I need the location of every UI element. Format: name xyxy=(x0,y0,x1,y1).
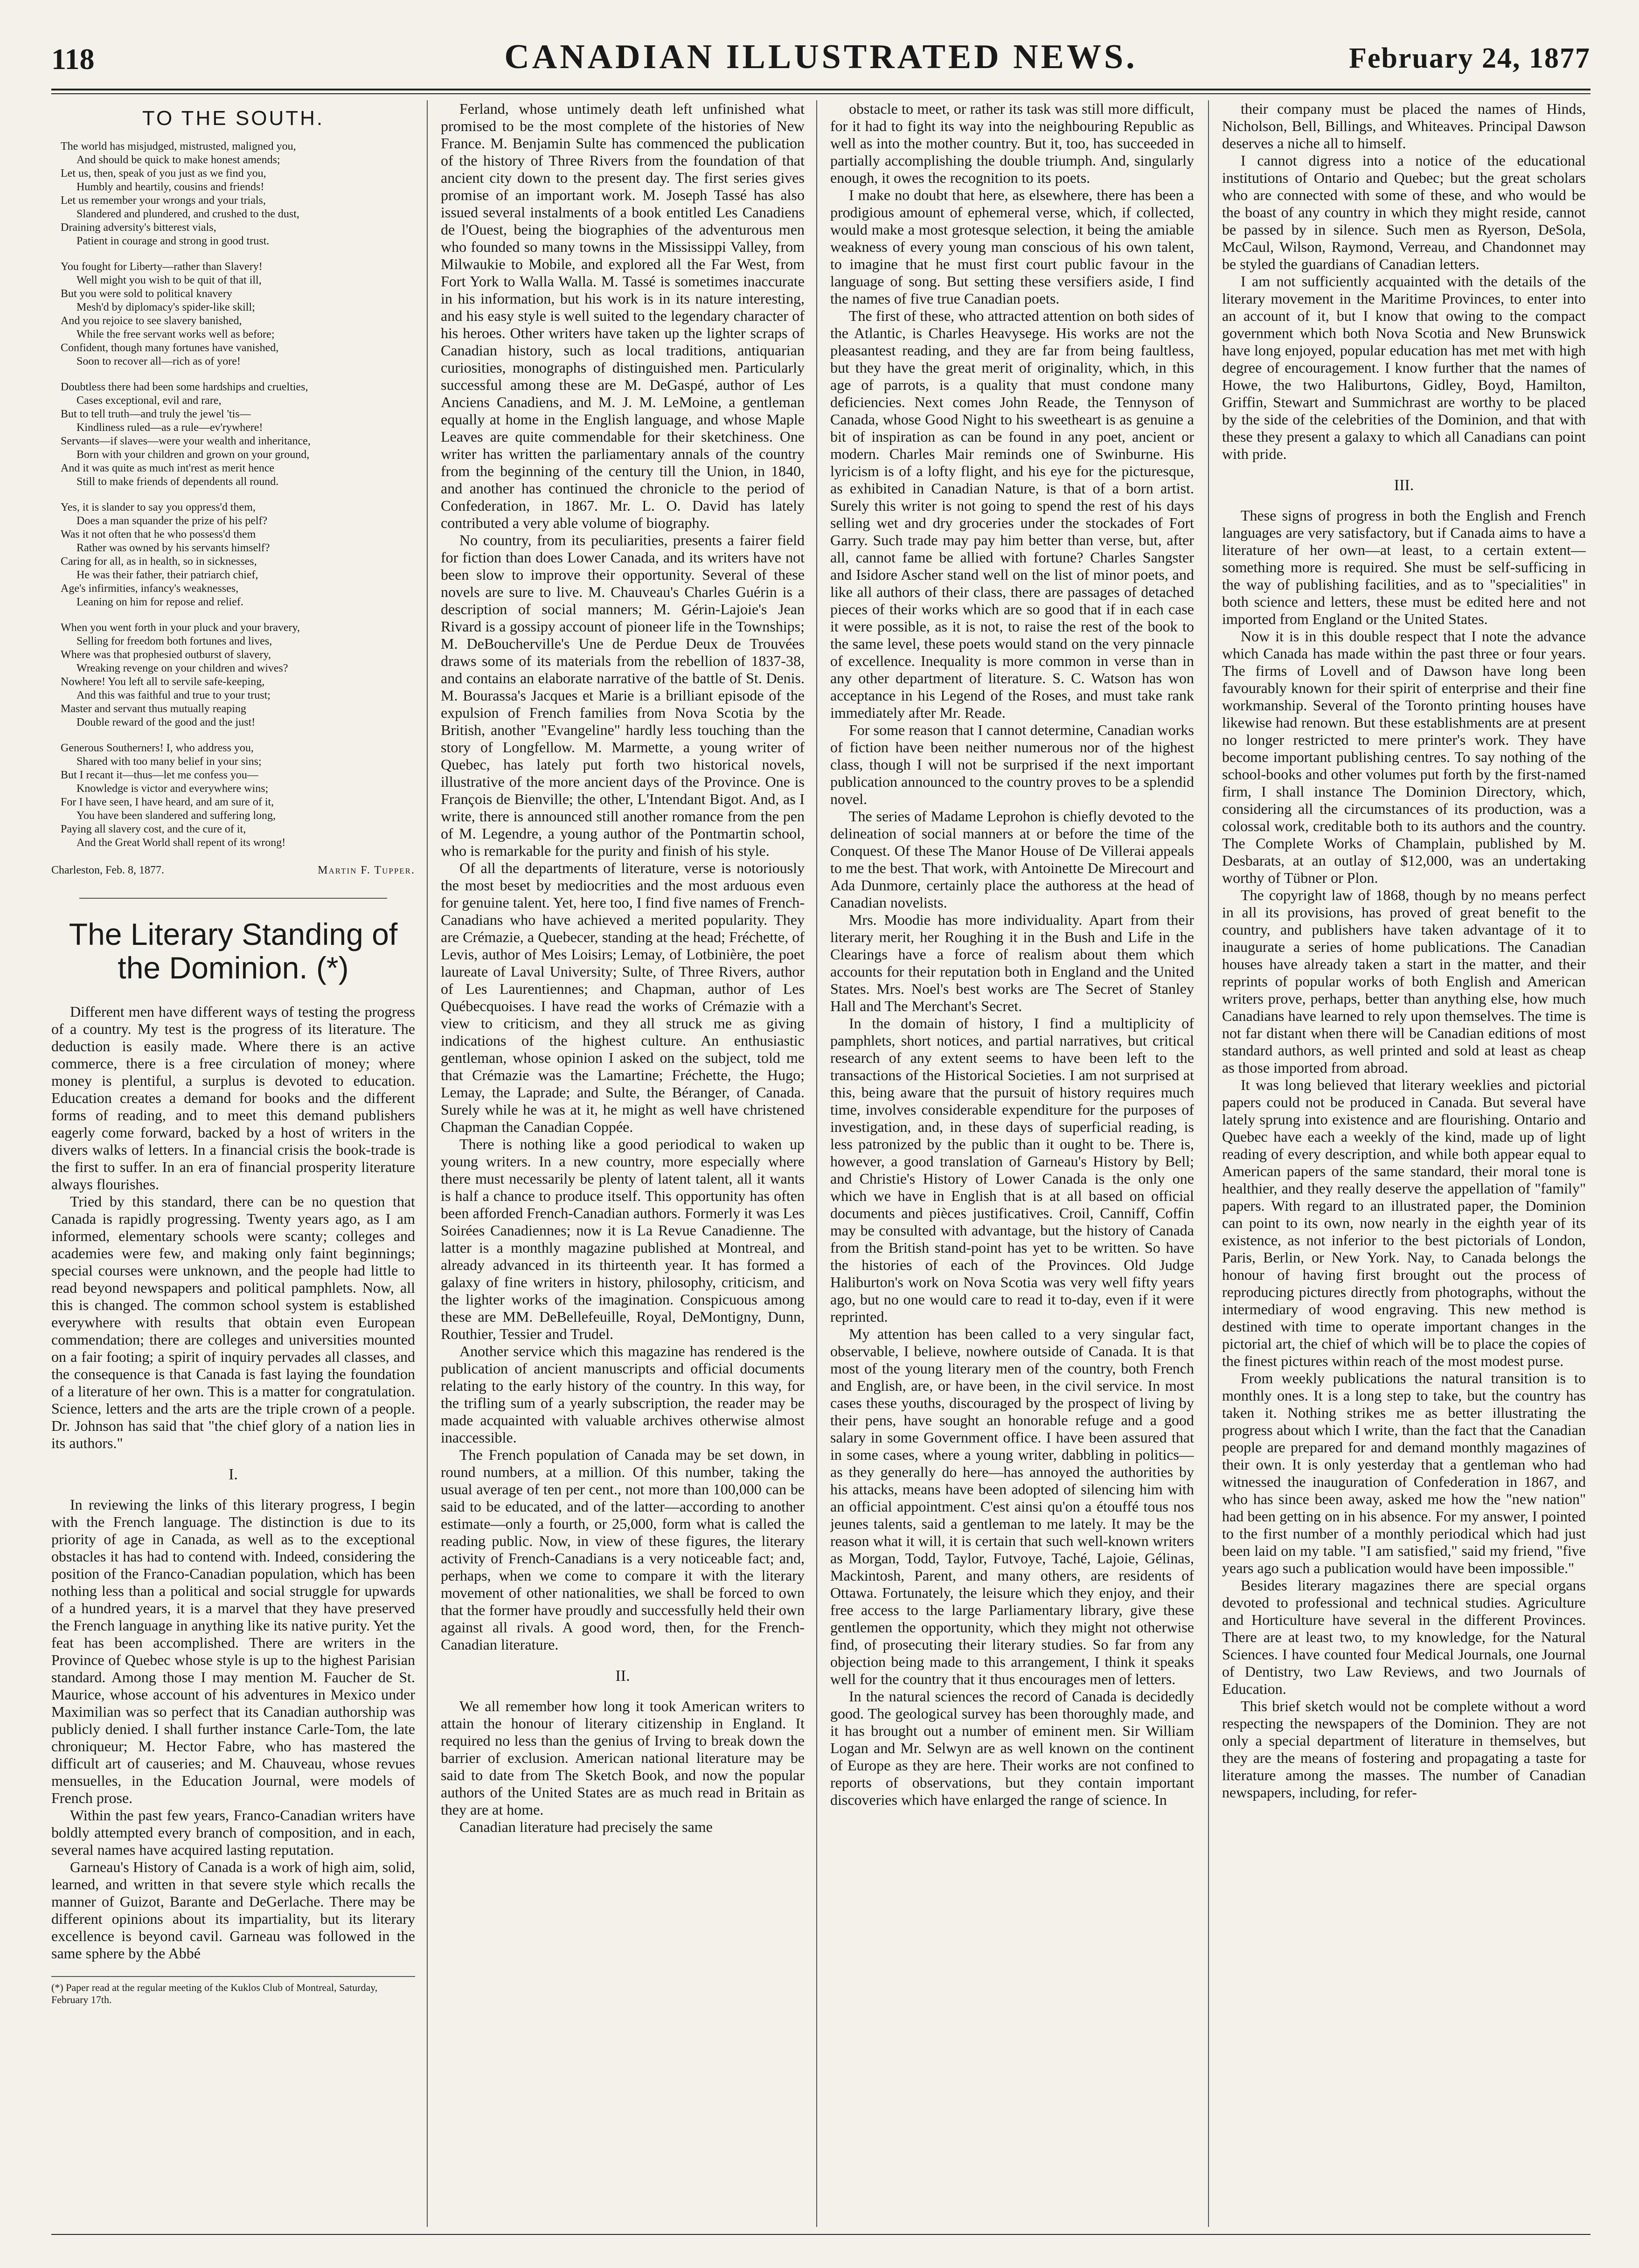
paragraph: Of all the departments of literature, verse is notoriously the most beset by mediocrities and the most arduous even for genuine talent. Yet, here too, I find five names of French-Canadians who have achieved a merited popularity. They are Crémazie, a Quebecer, standing at the head; Fréchette, of Levis, author of Mes Loisirs; Lemay, of Lotbinière, the poet laureate of Laval University; Sulte, of Three Rivers, author of Les Laurentiennes; and Chapman, author of Les Québecquoises. I have read the works of Crémazie with a view to criticism, and they all struck me as giving indications of the highest culture. An enthusiastic gentleman, whose opinion I asked on the subject, told me that Crémazie was the Lamartine; Fréchette, the Hugo; Lemay, the Laprade; and Sulte, the Béranger, of Canada. Surely while he was at it, he might as well have christened Chapman the Canadian Coppée. xyxy=(441,860,805,1135)
poem-line: Knowledge is victor and everywhere wins; xyxy=(76,783,269,795)
poem-line: And should be quick to make honest amends; xyxy=(76,154,280,166)
page-header xyxy=(51,37,1590,89)
footnote: (*) Paper read at the regular meeting of the Kuklos Club of Montreal, Saturday, February 17th. xyxy=(51,1976,415,2006)
poem-line: The world has misjudged, mistrusted, maligned you, xyxy=(61,140,296,153)
header-rule-thin xyxy=(51,93,1590,94)
paragraph: No country, from its peculiarities, presents a fairer field for fiction than does Lower Canada, and its writers have not been slow to improve their opportunity. Several of these novels are sure to live. M. Chauveau's Charles Guérin is a description of social manners; M. Gérin-Lajoie's Jean Rivard is a gossipy account of pioneer life in the Townships; M. DeBoucherville's Une de Perdue Deux de Trouvées draws some of its materials from the rebellion of 1837-38, and contains an elaborate narrative of the battle of St. Denis. M. Bourassa's Jacques et Marie is a brilliant episode of the expulsion of French families from Nova Scotia by the British, another "Evangeline" hardly less touching than the story of Longfellow. M. Marmette, a young writer of Quebec, has lately put forth two historical novels, illustrative of the more ancient days of the Province. One is François de Bienville; the other, L'Intendant Bigot. And, as I write, there is announced still another romance from the pen of M. Legendre, a young author of the Pontmartin school, who is remarkable for the purity and finish of his style. xyxy=(441,532,805,859)
column-divider xyxy=(427,100,428,2227)
paragraph: My attention has been called to a very singular fact, observable, I believe, nowhere outside of Canada. It is that most of the young literary men of the country, both French and English, are, or have been, in the civil service. In most cases these youths, discouraged by the prospect of living by their pens, have sought an honorable refuge and a good salary in some Government office. I have been assured that in some cases, where a young writer, dabbling in politics—as they generally do here—has annoyed the authorities by his attacks, means have been adopted of silencing him with an official appointment. C'est ainsi qu'on a étouffé tous nos jeunes talents, said a gentleman to me lately. It may be the reason what it will, it is certain that such well-known writers as Morgan, Todd, Taylor, Futvoye, Taché, Lajoie, Gélinas, Mackintosh, Parent, and many others, are residents of Ottawa. Fortunately, the leisure which they enjoy, and their free access to the large Parliamentary library, give these gentlemen the opportunity, which they might not otherwise find, of prosecuting their literary studies. So far from any objection being made to this arrangement, I think it speaks well for the country that it thus encourages men of letters. xyxy=(830,1325,1194,1687)
paragraph: Garneau's History of Canada is a work of high aim, solid, learned, and written in that severe style which recalls the manner of Guizot, Barante and DeGerlache. There may be different opinions about its impartiality, but its literary excellence is beyond cavil. Garneau was followed in the same sphere by the Abbé xyxy=(51,1859,415,1962)
paragraph: Canadian literature had precisely the same xyxy=(459,1818,713,1835)
section-heading-3: III. xyxy=(1394,477,1414,494)
paragraph: Mrs. Moodie has more individuality. Apart from their literary merit, her Roughing it in the Bush and Life in the Clearings have a force of realism about them which accounts for their reputation both in England and the United States. Mrs. Noel's best works are The Secret of Stanley Hall and The Merchant's Secret. xyxy=(830,911,1194,1014)
masthead: CANADIAN ILLUSTRATED NEWS. xyxy=(504,38,1138,76)
paragraph: In the natural sciences the record of Canada is decidedly good. The geological survey has been thoroughly made, and it has brought out a number of eminent men. Sir William Logan and Mr. Selwyn are as well known on the continent of Europe as they are here. Their works are not confined to reports of observations, but they contain important discoveries which have enlarged the range of science. In xyxy=(830,1688,1194,1808)
paragraph: There is nothing like a good periodical to waken up young writers. In a new country, more especially where there must necessarily be plenty of latent talent, all it wants is half a chance to produce itself. This opportunity has often been afforded French-Canadian authors. Formerly it was Les Soirées Canadiennes; now it is La Revue Canadienne. The latter is a monthly magazine published at Montreal, and already advanced in its thirteenth year. It has formed a galaxy of fine writers in history, philosophy, criticism, and the lighter works of the imagination. Conspicuous among these are MM. DeBellefeuille, Royal, DeMontigny, Dunn, Routhier, Tessier and Trudel. xyxy=(441,1136,805,1342)
paragraph: I cannot digress into a notice of the educational institutions of Ontario and Quebec; but the great scholars who are connected with some of these, and who would be the boast of any country in which they might reside, cannot be passed by in silence. Such men as Ryerson, DeSola, McCaul, Wilson, Raymond, Verreau, and Chandonnet may be styled the guardians of Canadian letters. xyxy=(1222,152,1586,272)
poem-line: Born with your children and grown on your ground, xyxy=(76,449,310,461)
column-3 xyxy=(830,100,1194,2227)
poem-line: Draining adversity's bitterest vials, xyxy=(61,222,216,234)
poem-line: Selling for freedom both fortunes and lives, xyxy=(76,635,272,647)
paragraph: Besides literary magazines there are special organs devoted to professional and technical studies. Agriculture and Horticulture have several in the different Provinces. There are at least two, to my knowledge, for the Natural Sciences. I have counted four Medical Journals, one Journal of Dentistry, two Law Reviews, and two Journals of Education. xyxy=(1222,1577,1586,1697)
article-intro xyxy=(51,1003,415,1452)
column-divider xyxy=(1208,100,1209,2227)
paragraph: In the domain of history, I find a multiplicity of pamphlets, short notices, and partial narratives, but critical research of any extent seems to have been left to the transactions of the Historical Societies. I am not surprised at this, being aware that the pursuit of history requires much time, involves considerable expenditure for the purposes of investigation, and, in these days of superficial reading, is less patronized by the public than it ought to be. There is, however, a good translation of Garneau's History by Bell; and Christie's History of Lower Canada is the only one which we have in English that is at all based on official documents and pièces justificatives. Croil, Canniff, Coffin may be consulted with advantage, but the history of Canada from the British stand-point has yet to be written. So have the histories of each of the Provinces. Old Judge Haliburton's work on Nova Scotia was very well fifty years ago, but no one would care to read it to-day, even if it were reprinted. xyxy=(830,1015,1194,1325)
poem-line: Servants—if slaves—were your wealth and inheritance, xyxy=(61,435,311,447)
poem-line: Rather was owned by his servants himself? xyxy=(76,542,270,554)
poem-line: When you went forth in your pluck and your bravery, xyxy=(61,622,300,634)
article-column-4 xyxy=(1222,100,1586,463)
paragraph: The French population of Canada may be set down, in round numbers, at a million. Of this number, taking the usual average of ten per cent., not more than 100,000 can be said to be educated, and of the latter—according to another estimate—only a fourth, or 25,000, form what is called the reading public. Now, in view of these figures, the literary activity of French-Canadians is a very noticeable fact; and, perhaps, when we come to compare it with the literary movement of other nationalities, we shall be forced to own that the former have proudly and successfully held their own against all rivals. A good word, then, for the French-Canadian literature. xyxy=(441,1446,805,1653)
poem-line: For I have seen, I have heard, and am sure of it, xyxy=(61,796,274,808)
paragraph: These signs of progress in both the English and French languages are very satisfactory, but if Canada aims to have a literature of her own—at least, to a certain extent—something more is required. She must be self-sufficing in the way of publishing facilities, and as to "specialities" in both science and letters, these must be edited here and not imported from England or the United States. xyxy=(1222,507,1586,627)
poem-stanza xyxy=(61,621,415,729)
poem-line: But to tell truth—and truly the jewel 'tis— xyxy=(61,408,251,420)
poem-line: Leaning on him for repose and relief. xyxy=(76,596,243,608)
poem-line: Double reward of the good and the just! xyxy=(76,716,256,728)
poem-line: But you were sold to political knavery xyxy=(61,288,232,300)
poem-stanza xyxy=(61,140,415,248)
paragraph: This brief sketch would not be complete without a word respecting the newspapers of the Dominion. They are not only a special department of literature in themselves, but they are the means of fostering and propagating a taste for literature among the masses. The number of Canadian newspapers, including, for refer- xyxy=(1222,1698,1586,1801)
paragraph: Tried by this standard, there can be no question that Canada is rapidly progressing. Twenty years ago, as I am informed, elementary schools were scanty; colleges and academies were few, and making only faint beginnings; special courses were unknown, and the people had little to read beyond newspapers and political pamphlets. Now, all this is changed. The common school system is established everywhere with results that obtain even European commendation; there are colleges and universities mounted on a fair footing; a spirit of inquiry pervades all classes, and the consequence is that Canada is fast laying the foundation of a literature of her own. This is a matter for congratulation. Science, letters and the arts are the triple crown of a people. Dr. Johnson has said that "the chief glory of a nation lies in its authors." xyxy=(51,1193,415,1451)
section-heading-2: II. xyxy=(615,1667,630,1685)
poem-line: Yes, it is slander to say you oppress'd them, xyxy=(61,501,256,513)
article-title: The Literary Standing of the Dominion. (*) xyxy=(69,917,398,985)
poem-line: Caring for all, as in health, so in sicknesses, xyxy=(61,555,257,568)
poem-line: While the free servant works well as before; xyxy=(76,328,275,340)
poem-line: Let us, then, speak of you just as we find you, xyxy=(61,167,266,180)
paragraph: It was long believed that literary weeklies and pictorial papers could not be produced in Canada. But several have lately sprung into existence and are flourishing. Ontario and Quebec have each a weekly of the kind, made up of light reading of every description, and while both appear equal to American papers of the same standard, their moral tone is healthier, and they really deserve the appellation of "family" papers. With regard to an illustrated paper, the Dominion can point to its own, now nearly in the eighth year of its existence, as not inferior to the best pictorials of London, Paris, Berlin, or New York. Nay, to Canada belongs the honour of having first brought out the process of reproducing pictures directly from photographs, without the intermediary of wood engraving. This new method is destined with time to operate important changes in the pictorial art, the chief of which will be to place the copies of the finest pictures within reach of the most modest purse. xyxy=(1222,1076,1586,1369)
poem-line: And the Great World shall repent of its wrong! xyxy=(76,837,286,849)
paragraph: Now it is in this double respect that I note the advance which Canada has made within the past three or four years. The firms of Lovell and of Dawson have long been favourably known for their spirit of enterprise and their fine workmanship. Several of the Toronto printing houses have likewise had renown. But these establishments are at present no longer restricted to mere printer's work. They have become important publishing centres. To say nothing of the school-books and other volumes put forth by the first-named firm, I shall instance The Dominion Directory, which, considering all the circumstances of its production, was a colossal work, creditable both to its authors and the country. The Complete Works of Champlain, published by M. Desbarats, at an outlay of $12,000, was an undertaking worthy of Tübner or Plon. xyxy=(1222,628,1586,886)
paragraph: I am not sufficiently acquainted with the details of the literary movement in the Maritime Provinces, to enter into an account of it, but I know that owing to the compact government which both Nova Scotia and New Brunswick have long enjoyed, popular education has met met with high degree of encouragement. I know further that the names of Howe, the two Haliburtons, Gidley, Boyd, Hamilton, Griffin, Stewart and Summichrast are worthy to be placed by the side of the celebrities of the Dominion, and that with these they present a galaxy to which all Canadians can point with pride. xyxy=(1222,273,1586,462)
separator xyxy=(79,898,387,899)
poem-line: But I recant it—thus—let me confess you— xyxy=(61,769,258,781)
poem-title: TO THE SOUTH. xyxy=(142,107,325,130)
poem-line: Nowhere! You left all to servile safe-keeping, xyxy=(61,676,265,688)
poem-line: You fought for Liberty—rather than Slavery! xyxy=(61,261,263,273)
issue-date: February 24, 1877 xyxy=(1349,42,1590,74)
article-section-1 xyxy=(51,1496,415,1962)
poem-stanza xyxy=(61,742,415,850)
poem-line: Paying all slavery cost, and the cure of it, xyxy=(61,823,246,835)
paragraph: their company must be placed the names of Hinds, Nicholson, Bell, Billings, and Whiteaves. Principal Dawson deserves a niche all to himself. xyxy=(1222,100,1586,152)
poem-line: Generous Southerners! I, who address you, xyxy=(61,742,254,754)
paragraph: Within the past few years, Franco-Canadian writers have boldly attempted every branch of composition, and in each, several names have acquired lasting reputation. xyxy=(51,1807,415,1858)
poem-line: Age's infirmities, infancy's weaknesses, xyxy=(61,583,239,595)
poem-line: Master and servant thus mutually reaping xyxy=(61,703,246,715)
paragraph: From weekly publications the natural transition is to monthly ones. It is a long step to take, but the country has taken it. Nothing strikes me as better illustrating the progress about which I write, than the fact that the Canadian people are prepared for and demand monthly magazines of their own. It is only yesterday that a gentleman who had witnessed the inauguration of Confederation in 1867, and who has since been away, asked me how the "new nation" had been getting on in his absence. For my answer, I pointed to the first number of a monthly periodical which had just been laid on my table. "I am satisfied," said my friend, "five years ago such a publication would have been impossible." xyxy=(1222,1370,1586,1576)
poem-line: Where was that prophesied outburst of slavery, xyxy=(61,649,271,661)
poem-line: Doubtless there had been some hardships and cruelties, xyxy=(61,381,308,393)
poem-line: Patient in courage and strong in good trust. xyxy=(76,235,270,247)
poem-line: Still to make friends of dependents all round. xyxy=(76,476,279,488)
poem-line: He was their father, their patriarch chief, xyxy=(76,569,258,581)
poem-line: Wreaking revenge on your children and wives? xyxy=(76,662,288,674)
article-column-3 xyxy=(830,100,1194,1809)
poem-signature xyxy=(51,862,415,879)
column-2 xyxy=(441,100,805,2227)
article-section-2 xyxy=(441,1698,805,1836)
column-divider xyxy=(816,100,817,2227)
paragraph: We all remember how long it took American writers to attain the honour of literary citizenship in England. It required no less than the genius of Irving to break down the barrier of exclusion. American national literature may be said to date from The Sketch Book, and now the popular authors of the United States are as much read in Britain as they are at home. xyxy=(441,1698,805,1818)
column-1 xyxy=(51,100,415,2227)
column-4 xyxy=(1222,100,1586,2227)
poem-line: Slandered and plundered, and crushed to the dust, xyxy=(76,208,299,220)
poem-line: Well might you wish to be quit of that ill, xyxy=(76,274,262,286)
poem-line: And this was faithful and true to your trust; xyxy=(76,689,271,701)
poem-line: And you rejoice to see slavery banished, xyxy=(61,315,242,327)
article-section-3 xyxy=(1222,507,1586,1801)
paragraph: Another service which this magazine has rendered is the publication of ancient manuscripts and official documents relating to the early history of the country. In this way, for the trifling sum of a yearly subscription, the reader may be made acquainted with valuable archives otherwise almost inaccessible. xyxy=(441,1343,805,1446)
poem-body xyxy=(51,140,415,850)
poem-line: Was it not often that he who possess'd them xyxy=(61,528,256,541)
poem-line: Soon to recover all—rich as of yore! xyxy=(76,355,241,368)
poem-line: Cases exceptional, evil and rare, xyxy=(76,395,222,407)
page-number: 118 xyxy=(51,42,95,76)
paragraph: obstacle to meet, or rather its task was still more difficult, for it had to fight its way into the neighbouring Republic as well as into the mother country. But it, too, has succeeded in partially accomplishing the double triumph. And, singularly enough, it owes the recognition to its poets. xyxy=(830,100,1194,186)
poem-line: And it was quite as much int'rest as merit hence xyxy=(61,462,275,474)
paragraph: The series of Madame Leprohon is chiefly devoted to the delineation of social manners at or before the time of the Conquest. Of these The Manor House of De Villerai appeals to me the best. That work, with Antoinette De Mirecourt and Ada Dunmore, certainly place the authoress at the head of Canadian novelists. xyxy=(830,808,1194,911)
poem-place-date: Charleston, Feb. 8, 1877. xyxy=(51,864,164,876)
footer-rule xyxy=(51,2234,1590,2235)
paragraph: The first of these, who attracted attention on both sides of the Atlantic, is Charles Heavysege. His works are not the pleasantest reading, and they are far from being faultless, but they have the great merit of originality, which, in this age of parrots, is a quality that must condone many deficiencies. Next comes John Reade, the Tennyson of Canada, whose Good Night to his sweetheart is as genuine a bit of inspiration as can be found in any poet, ancient or modern. Charles Mair reminds one of Swinburne. His lyricism is of a lofty flight, and his eye for the picturesque, as exhibited in Canadian Nature, is that of a born artist. Surely this writer is not going to spend the rest of his days selling wet and dry groceries under the stockades of Fort Garry. Such trade may pay him better than verse, but, after all, cannot fame be allied with fortune? Charles Sangster and Isidore Ascher stand well on the list of minor poets, and like all authors of their class, there are passages of detached pieces of their works which are so good that if in each case it were possible, as it is not, to raise the rest of the book to the same level, these poets would stand on the very pinnacle of excellence. Inequality is more common in verse than in any other department of literature. S. C. Watson has won acceptance in his Legend of the Roses, and must take rank immediately after Mr. Reade. xyxy=(830,307,1194,721)
poem-line: Does a man squander the prize of his pelf? xyxy=(76,515,268,527)
paragraph: The copyright law of 1868, though by no means perfect in all its provisions, has proved of great benefit to the country, and publishers have taken advantage of it to inaugurate a series of home publications. The Canadian houses have already taken a start in the matter, and their reprints of popular works of both English and American writers prove, perhaps, better than anything else, how much Canadians have learned to rely upon themselves. The time is not far distant when there will be Canadian editions of most standard authors, as well printed and sold at least as cheap as those imported from abroad. xyxy=(1222,887,1586,1076)
paragraph: I make no doubt that here, as elsewhere, there has been a prodigious amount of ephemeral verse, which, if collected, would make a most grotesque selection, it being the amiable weakness of every young man conscious of his own talent, to imagine that he must first court public favour in the language of song. But setting these versifiers aside, I find the names of five true Canadian poets. xyxy=(830,187,1194,307)
header-rule xyxy=(51,89,1590,90)
poem-line: Humbly and heartily, cousins and friends! xyxy=(76,181,264,193)
paragraph: For some reason that I cannot determine, Canadian works of fiction have been neither numerous nor of the highest class, though I will not be surprised if the next important publication announced to the country proves to be a splendid novel. xyxy=(830,721,1194,807)
section-heading-1: I. xyxy=(229,1466,238,1483)
poem-stanza xyxy=(61,260,415,368)
poem-line: Confident, though many fortunes have vanished, xyxy=(61,342,279,354)
poem-line: Mesh'd by diplomacy's spider-like skill; xyxy=(76,301,255,313)
article-column-2 xyxy=(441,100,805,1653)
paragraph: In reviewing the links of this literary progress, I begin with the French language. The distinction is due to its priority of age in Canada, as well as to the exceptional obstacles it has had to contend with. Indeed, considering the position of the Franco-Canadian population, which has been nothing less than a political and social struggle for upwards of a hundred years, it is a marvel that they have preserved the French language in anything like its native purity. Yet the feat has been accomplished. There are writers in the Province of Quebec whose style is up to the highest Parisian standard. Among those I may mention M. Faucher de St. Maurice, whose account of his adventures in Mexico under Maximilian was so perfect that its Canadian authorship was publicly denied. I shall further instance Carle-Tom, the late chroniqueur; M. Hector Fabre, who has mastered the difficult art of causeries; and M. Chauveau, whose revues mensuelles, in the Education Journal, were models of French prose. xyxy=(51,1496,415,1806)
poem-line: Let us remember your wrongs and your trials, xyxy=(61,194,266,207)
poem-line: You have been slandered and suffering long, xyxy=(76,810,276,822)
paragraph: Different men have different ways of testing the progress of a country. My test is the progress of its literature. The deduction is easily made. Where there is an active commerce, there is a free circulation of money; where money is plentiful, a surplus is devoted to education. Education creates a demand for books and the different forms of reading, and to meet this demand publishers eagerly come forward, backed by a host of writers in the divers walks of letters. In a financial crisis the book-trade is the first to suffer. In an era of financial prosperity literature always flourishes. xyxy=(51,1003,415,1193)
poem-stanza xyxy=(61,381,415,489)
poem-line: Shared with too many belief in your sins; xyxy=(76,756,262,768)
poem-author: Martin F. Tupper. xyxy=(318,864,415,876)
paragraph: Ferland, whose untimely death left unfinished what promised to be the most complete of the histories of New France. M. Benjamin Sulte has commenced the publication of the history of Three Rivers from the foundation of that ancient city down to the present day. The first series gives promise of an important work. M. Joseph Tassé has also issued several instalments of a book entitled Les Canadiens de l'Ouest, being the biographies of the adventurous men who founded so many towns in the Mississippi Valley, from Milwaukie to Mobile, and explored all the Far West, from Fort York to Walla Walla. M. Tassé is sometimes inaccurate in his information, but his work is in its nature interesting, and his easy style is well suited to the legendary character of his heroes. Other writers have taken up the lighter scraps of Canadian history, such as local traditions, antiquarian curiosities, monographs of distinguished men. Particularly successful among these are M. DeGaspé, author of Les Anciens Canadiens, and M. J. M. LeMoine, a gentleman equally at home in the English language, and whose Maple Leaves are quite commendable for their sketchiness. One writer has written the parliamentary annals of the country from the beginning of the century till the Union, in 1840, and another has continued the chronicle to the period of Confederation, in 1867. Mr. L. O. David has lately contributed a very able volume of biography. xyxy=(441,100,805,531)
poem-stanza xyxy=(61,501,415,609)
poem-line: Kindliness ruled—as a rule—ev'rywhere! xyxy=(76,422,263,434)
